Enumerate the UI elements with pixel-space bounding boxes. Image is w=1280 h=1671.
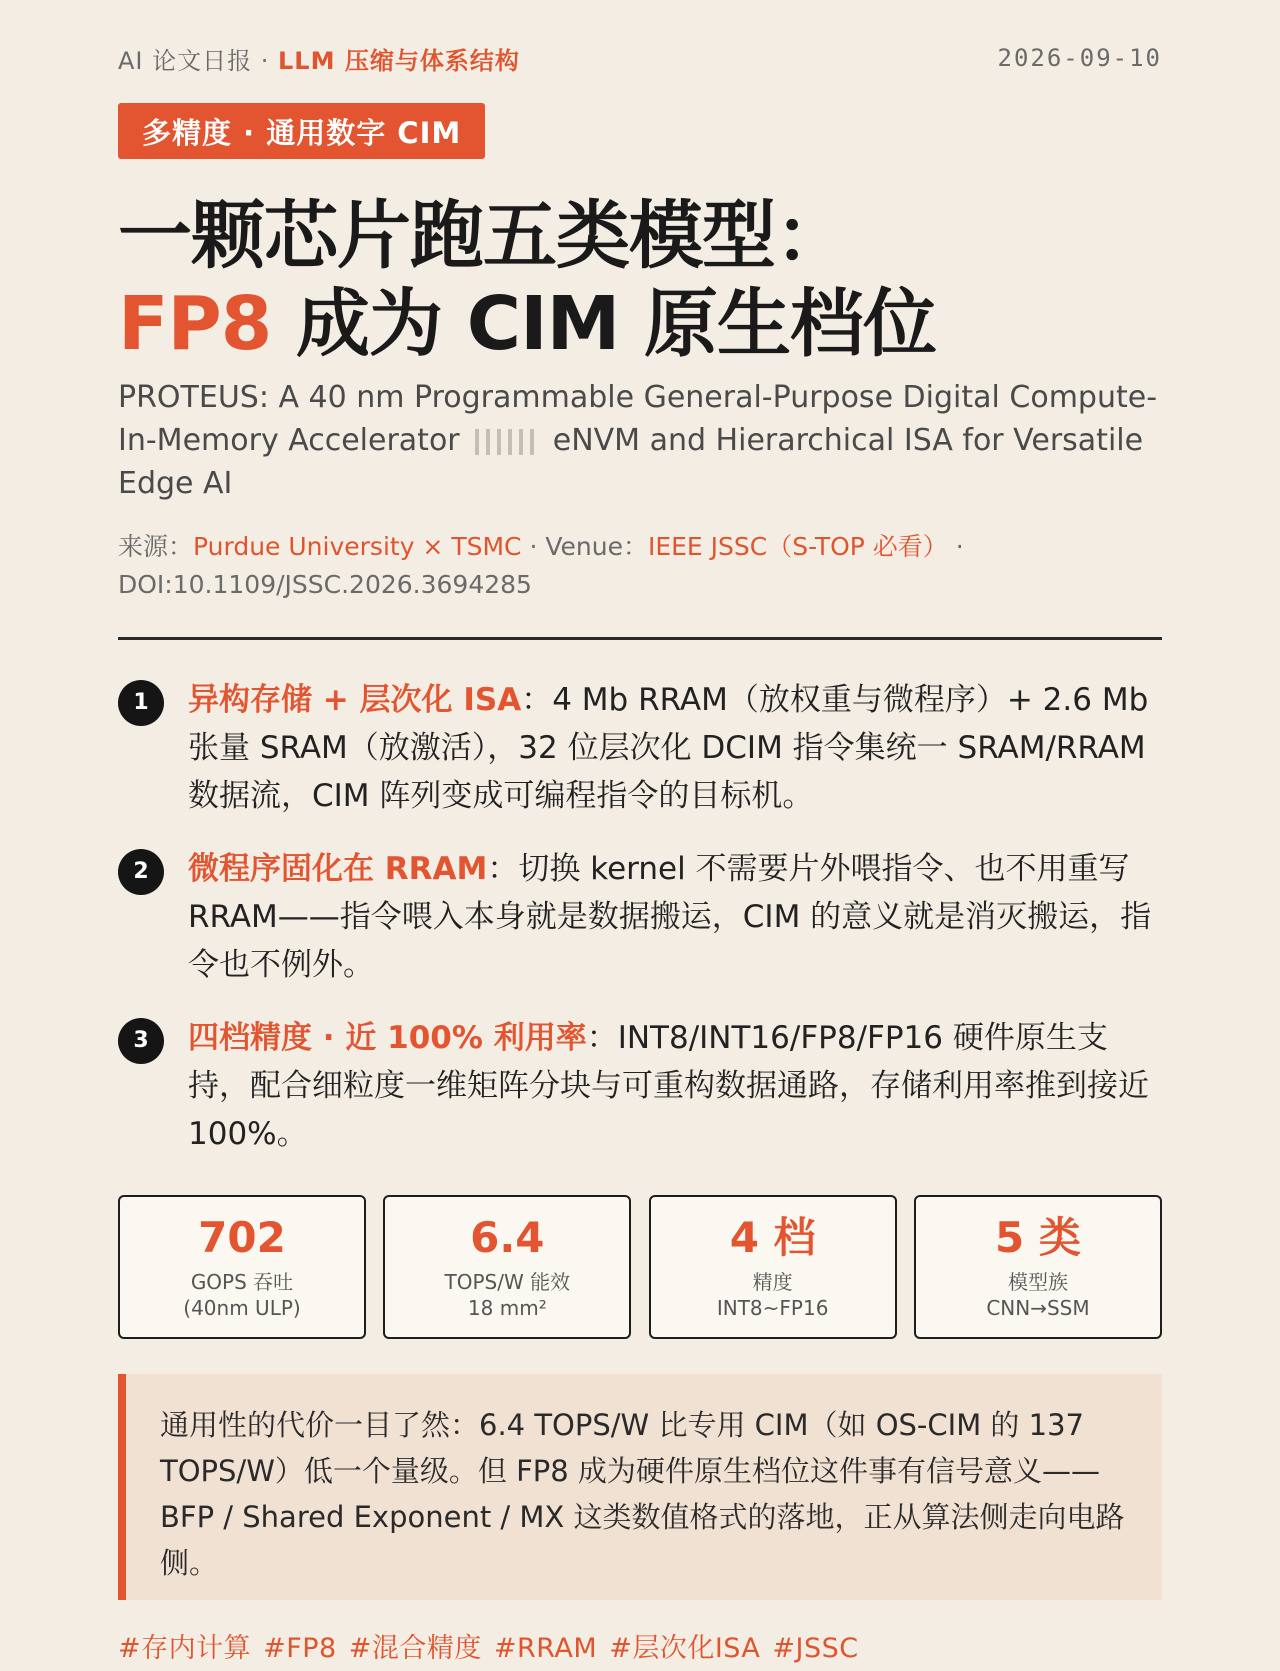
title-accent: FP8 bbox=[118, 281, 272, 367]
doi-text[interactable]: DOI:10.1109/JSSC.2026.3694285 bbox=[118, 570, 532, 599]
topic-badge: 多精度 · 通用数字 CIM bbox=[118, 103, 485, 159]
stat-card-precision bbox=[649, 1195, 897, 1339]
stat-sublabel: CNN→SSM bbox=[986, 1296, 1090, 1320]
key-point-text: ：INT8/INT16/FP8/FP16 硬件原生支持，配合细粒度一维矩阵分块与可重构数据通路，存储利用率推到接近 100%。 bbox=[188, 1020, 1149, 1152]
source-link[interactable]: Purdue University × TSMC bbox=[193, 532, 522, 561]
header-date: 2026-09-10 bbox=[997, 44, 1162, 72]
key-point-title: 异构存储 + 层次化 ISA bbox=[188, 682, 522, 718]
stat-label: 精度 bbox=[752, 1270, 793, 1294]
stat-label: 模型族 bbox=[1007, 1270, 1068, 1294]
stat-card-throughput bbox=[118, 1195, 366, 1339]
paper-title-part-1: PROTEUS: A 40 nm Programmable General-Purpose Digital Compute-In-Memory Accelerator bbox=[118, 380, 1158, 458]
divider bbox=[118, 637, 1162, 640]
key-point-text: ：4 Mb RRAM（放权重与微程序）+ 2.6 Mb 张量 SRAM（放激活），32 位层次化 DCIM 指令集统一 SRAM/RRAM 数据流，CIM 阵列变成可编程指令的目标机。 bbox=[188, 682, 1149, 814]
stat-value: 4 档 bbox=[729, 1213, 816, 1262]
top-bar bbox=[118, 38, 1162, 78]
stat-label: TOPS/W 能效 bbox=[444, 1270, 571, 1294]
paper-title-part-2: eNVM and Hierarchical ISA for Versatile Edge AI bbox=[118, 423, 1144, 501]
source-label: 来源： bbox=[118, 532, 194, 561]
header-source: AI 论文日报 · bbox=[118, 46, 279, 75]
venue-link[interactable]: IEEE JSSC（S-TOP 必看） bbox=[647, 532, 948, 561]
title-line-2: 成为 CIM 原生档位 bbox=[271, 281, 937, 367]
stat-value: 5 类 bbox=[995, 1213, 1081, 1262]
meta-separator: · bbox=[947, 532, 964, 561]
stat-sublabel: 18 mm² bbox=[467, 1296, 547, 1320]
stat-value: 702 bbox=[198, 1213, 286, 1262]
stat-value: 6.4 bbox=[470, 1213, 545, 1262]
tag[interactable]: #层次化ISA bbox=[609, 1633, 761, 1664]
tag[interactable]: #混合精度 bbox=[348, 1633, 482, 1664]
key-points-list bbox=[118, 676, 1162, 1183]
stat-card-efficiency bbox=[383, 1195, 631, 1339]
page-title bbox=[118, 192, 1178, 368]
stat-sublabel: INT8~FP16 bbox=[716, 1296, 829, 1320]
number-badge: 3 bbox=[118, 1018, 164, 1064]
source-meta bbox=[118, 528, 1168, 604]
key-point-text: ：切换 kernel 不需要片外喂指令、也不用重写 RRAM——指令喂入本身就是数据搬运，CIM 的意义就是消灭搬运，指令也不例外。 bbox=[188, 851, 1152, 983]
stats-row bbox=[118, 1195, 1162, 1339]
header-category[interactable]: LLM 压缩与体系结构 bbox=[278, 46, 520, 75]
callout-note: 通用性的代价一目了然：6.4 TOPS/W 比专用 CIM（如 OS-CIM 的 137 TOPS/W）低一个量级。但 FP8 成为硬件原生档位这件事有信号意义——BFP / Shared Exponent / MX 这类数值格式的落地，正从算法侧走向电路侧。 bbox=[118, 1374, 1162, 1600]
tag[interactable]: #存内计算 bbox=[118, 1633, 252, 1664]
stat-card-models bbox=[914, 1195, 1162, 1339]
venue-label: · Venue： bbox=[521, 532, 648, 561]
header-source-line bbox=[118, 41, 520, 76]
tag[interactable]: #JSSC bbox=[772, 1633, 859, 1664]
tag[interactable]: #FP8 bbox=[263, 1633, 337, 1664]
number-badge: 2 bbox=[118, 849, 164, 895]
tag[interactable]: #RRAM bbox=[493, 1633, 598, 1664]
key-point-title: 四档精度 · 近 100% 利用率 bbox=[188, 1020, 587, 1056]
tag-list bbox=[118, 1626, 871, 1665]
key-point bbox=[118, 845, 1162, 989]
paper-title bbox=[118, 376, 1168, 505]
key-point bbox=[118, 1014, 1162, 1158]
redacted-mark bbox=[475, 429, 537, 455]
key-point-title: 微程序固化在 RRAM bbox=[188, 851, 488, 887]
stat-sublabel: (40nm ULP) bbox=[183, 1296, 301, 1320]
title-line-1: 一颗芯片跑五类模型： bbox=[118, 193, 848, 279]
key-point bbox=[118, 676, 1162, 820]
number-badge: 1 bbox=[118, 680, 164, 726]
stat-label: GOPS 吞吐 bbox=[190, 1270, 294, 1294]
